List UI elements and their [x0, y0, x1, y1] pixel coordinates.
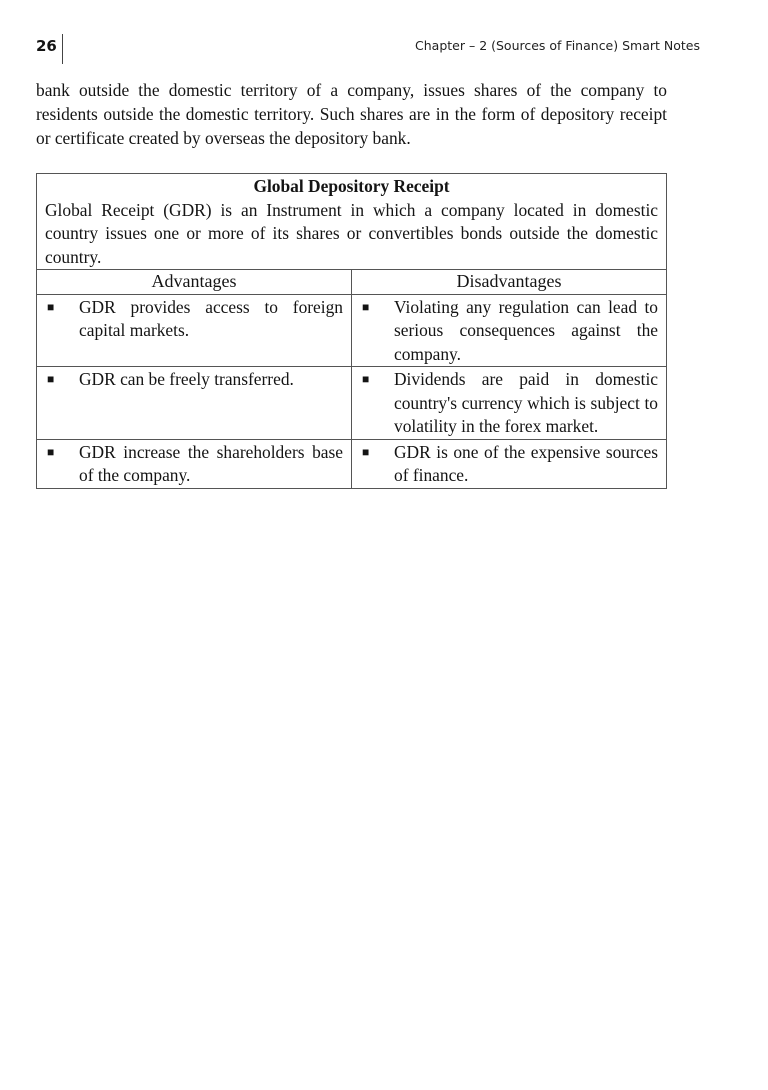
advantage-text: GDR increase the shareholders base of the company.: [79, 441, 343, 485]
column-header-advantages: Advantages: [37, 270, 352, 295]
header-divider: [62, 34, 63, 64]
page-number: 26: [36, 37, 57, 55]
disadvantage-cell: [352, 367, 667, 440]
column-header-row: [37, 270, 667, 295]
disadvantage-cell: [352, 439, 667, 488]
bullet-square-icon: ■: [362, 299, 370, 314]
disadvantage-text: Dividends are paid in domestic country's currency which is subject to volatility in the forex market.: [394, 369, 658, 436]
title-row: [37, 174, 667, 270]
bullet-square-icon: ■: [362, 444, 370, 459]
title-cell: [37, 174, 667, 270]
bullet-square-icon: ■: [47, 372, 55, 386]
running-title: Chapter – 2 (Sources of Finance) Smart Notes: [415, 38, 700, 53]
advantage-text: GDR can be freely transferred.: [79, 369, 294, 389]
bullet-square-icon: ■: [47, 444, 55, 459]
advantage-text: GDR provides access to foreign capital markets.: [79, 296, 343, 340]
table-row: [37, 439, 667, 488]
box-title: Global Depository Receipt: [253, 176, 450, 196]
page-header: [36, 36, 700, 60]
table-row: [37, 294, 667, 367]
advantage-cell: [37, 439, 352, 488]
disadvantage-text: Violating any regulation can lead to serious consequences against the company.: [394, 296, 658, 364]
advantage-cell: [37, 367, 352, 440]
column-header-disadvantages: Disadvantages: [352, 270, 667, 295]
intro-paragraph: bank outside the domestic territory of a company, issues shares of the company to residents outside the domestic territory. Such shares are in the form of depository receipt or certificate created by overseas the depository bank.: [36, 80, 667, 148]
box-definition: Global Receipt (GDR) is an Instrument in which a company located in domestic country issues one or more of its shares or convertibles bonds outside the domestic country.: [45, 199, 658, 267]
bullet-square-icon: ■: [47, 299, 55, 314]
disadvantage-cell: [352, 294, 667, 367]
advantage-cell: [37, 294, 352, 367]
disadvantage-text: GDR is one of the expensive sources of finance.: [394, 441, 658, 485]
table-row: [37, 367, 667, 440]
bullet-square-icon: ■: [362, 372, 370, 386]
gdr-box-table: [36, 173, 667, 489]
